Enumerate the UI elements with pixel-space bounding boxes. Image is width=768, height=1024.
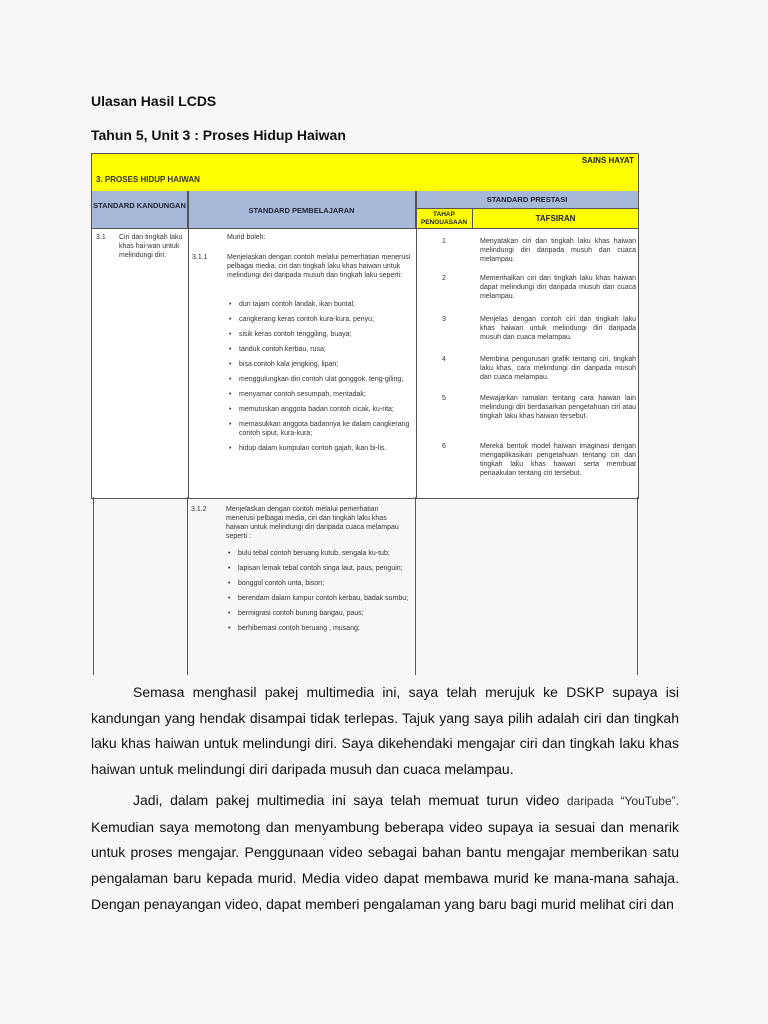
header-standard-kandungan: STANDARD KANDUNGAN <box>92 191 188 229</box>
table-title-bar <box>92 154 638 192</box>
paragraph-segment: Jadi, dalam pakej multimedia ini saya telah memuat turun video <box>133 792 567 808</box>
sk-text: Ciri dan tingkah laku khas hai-wan untuk melindungi diri. <box>119 234 183 259</box>
tafsiran-text: Mewajarkan ramalan tentang cara haiwan lain melindungi diri berdasarkan pengetahuan ciri atau tingkah laku khas haiwan tersebut. <box>480 395 636 420</box>
tahap-number: 6 <box>442 443 446 450</box>
murid-boleh-label: Murid boleh: <box>227 234 266 241</box>
header-tafsiran: TAFSIRAN <box>473 209 638 229</box>
tahap-number: 3 <box>442 316 446 323</box>
document-title: Ulasan Hasil LCDS <box>91 93 217 109</box>
tafsiran-text: Menyatakan ciri dan tingkah laku khas haiwan melindungi diri daripada musuh dan cuaca melampau. <box>480 238 636 263</box>
tafsiran-text: Menjelas dengan contoh ciri dan tingkah laku khas haiwan untuk melindungi diri daripada musuh dan cuaca melampau. <box>480 316 636 341</box>
header-standard-pembelajaran: STANDARD PEMBELAJARAN <box>188 191 416 229</box>
list-item: • cangkerang keras contoh kura-kura, penyu; <box>227 315 413 324</box>
sk-number: 3.1 <box>96 234 106 241</box>
youtube-reference: daripada “YouTube”. <box>566 794 679 808</box>
list-item: • hidup dalam kumpulan contoh gajah, ikan bi-lis. <box>227 444 413 453</box>
list-item: • bulu tebal contoh beruang kutub, sengala ku-tub; <box>226 549 412 558</box>
paragraph-2 <box>91 788 679 918</box>
header-standard-prestasi: STANDARD PRESTASI <box>416 191 638 209</box>
tafsiran-text: Membina pengurusan grafik tentang ciri, tingkah laku khas, cara melindungi diri daripada musuh dan cuaca melampau. <box>480 356 636 381</box>
list-item: • lapisan lemak tebal contoh singa laut, paus, penguin; <box>226 564 412 573</box>
dskp-table <box>91 153 639 499</box>
list-item: • sisik keras contoh tenggiling, buaya; <box>227 330 413 339</box>
list-item: • berendam dalam lumpur contoh kerbau, badak sumbu; <box>226 594 412 603</box>
sains-hayat-label: SAINS HAYAT <box>581 156 634 165</box>
paragraph-1 <box>91 680 679 783</box>
list-item: • menggulungkan diri contoh ulat gonggok, teng-giling; <box>227 375 413 384</box>
sp2-list <box>226 549 412 639</box>
tafsiran-column <box>416 237 638 497</box>
list-item: • memasukkan anggota badannya ke dalam cangkerang contoh siput, kura-kura; <box>227 420 413 438</box>
tafsiran-text: Mereka bentuk model haiwan imaginasi dengan mengaplikasikan pengetahuan tentang ciri dan tingkah laku khas haiwan serta membuat penaakulan tentang ciri tersebut. <box>480 443 636 477</box>
sp1-text: Menjelaskan dengan contoh melalui pemerhatian menerusi pelbagai media, ciri dan tingkah laku khas haiwan untuk melindungi diri daripada musuh dan tingkah laku seperti: <box>227 254 411 279</box>
sp1-list <box>227 300 413 459</box>
list-item: • bisa contoh kala jengking, lipan; <box>227 360 413 369</box>
dskp-table-continued <box>91 497 637 675</box>
paragraph-text: Semasa menghasil pakej multimedia ini, saya telah merujuk ke DSKP supaya isi kandungan yang hendak disampai tidak terlepas. Tajuk yang saya pilih adalah ciri dan tingkah laku khas haiwan untuk melindungi diri. Saya dikehendaki mengajar ciri dan tingkah laku khas haiwan untuk melindungi diri daripada musuh dan cuaca melampau. <box>91 684 679 778</box>
paragraph-text <box>91 788 679 918</box>
topic-label: 3. PROSES HIDUP HAIWAN <box>96 175 200 184</box>
tahap-number: 1 <box>442 238 446 245</box>
list-item: • berhibernasi contoh beruang , musang; <box>226 624 412 633</box>
tafsiran-text: Memerihalkan ciri dan tingkah laku khas haiwan dapat melindungi diri daripada musuh dan cuaca melampau. <box>480 275 636 300</box>
header-tahap-penguasaan: TAHAP PENGUASAAN <box>416 209 473 229</box>
list-item: • bonggol contoh unta, bison; <box>226 579 412 588</box>
list-item: • duri tajam contoh landak, ikan buntal; <box>227 300 413 309</box>
tahap-number: 5 <box>442 395 446 402</box>
list-item: • bermigrasi contoh burung bangau, paus; <box>226 609 412 618</box>
list-item: • memutuskan anggota badan contoh cicak, ku-rita; <box>227 405 413 414</box>
paragraph-segment: Kemudian saya memotong dan menyambung beberapa video supaya ia sesuai dan menarik untuk proses mengajar. Penggunaan video sebagai bahan bantu mengajar memberikan satu pengalaman baru kepada murid. Media video dapat membawa murid ke mana-mana sahaja. Dengan penayangan video, dapat memberi pengalaman yang baru bagi murid melihat ciri dan <box>91 818 679 912</box>
sp2-number: 3.1.2 <box>191 506 207 513</box>
sp2-text: Menjelaskan dengan contoh melalui pemerhatian menerusi pelbagai media, ciri dan tingkah laku khas haiwan untuk melindungi diri daripada cuaca melampau seperti : <box>226 506 399 540</box>
document-subtitle: Tahun 5, Unit 3 : Proses Hidup Haiwan <box>91 127 346 143</box>
list-item: • tanduk contoh kerbau, rusa; <box>227 345 413 354</box>
sp1-number: 3.1.1 <box>192 254 208 261</box>
list-item: • menyamar contoh sesumpah, mentadak; <box>227 390 413 399</box>
tahap-number: 4 <box>442 356 446 363</box>
tahap-number: 2 <box>442 275 446 282</box>
